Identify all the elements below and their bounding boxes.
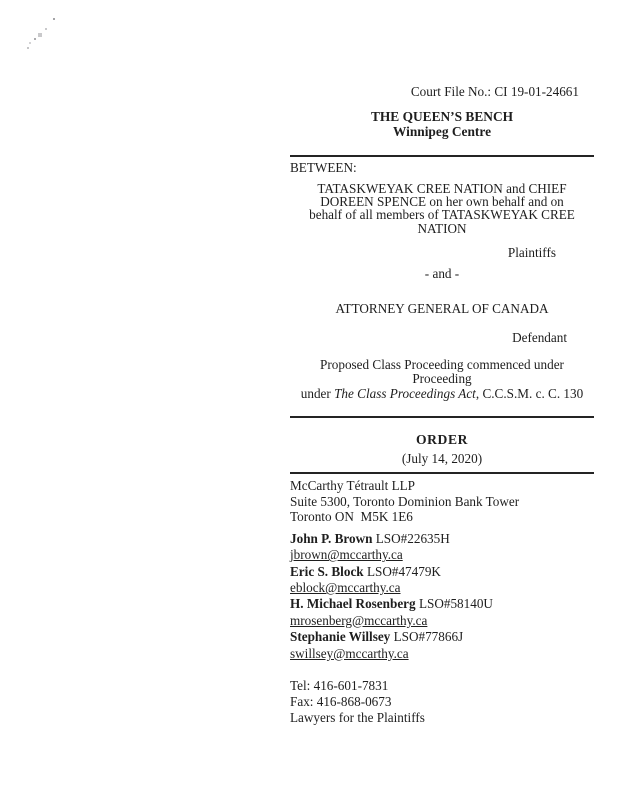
fax-line: Fax: 416-868-0673 (290, 694, 392, 710)
defendant-name: ATTORNEY GENERAL OF CANADA (335, 300, 549, 316)
plaintiff-line: TATASKWEYAK CREE NATION and CHIEF (317, 181, 567, 196)
lawyer-name: John P. Brown (290, 530, 373, 546)
lawyer-email: mrosenberg@mccarthy.ca (290, 612, 428, 628)
plaintiffs-role-label: Plaintiffs (507, 244, 556, 260)
lawyer-name: Stephanie Willsey (290, 629, 391, 645)
lawyer-lso-number: LSO#22635H (372, 530, 450, 546)
lawyer-lso-number: LSO#77866J (390, 629, 464, 645)
law-firm-address-line1: Suite 5300, Toronto Dominion Bank Tower (290, 493, 520, 509)
lawyer-email: jbrown@mccarthy.ca (290, 547, 403, 563)
lawyer-lso-number: LSO#58140U (415, 596, 493, 612)
law-firm-name: McCarthy Tétrault LLP (290, 478, 416, 494)
lawyer-name-line (290, 531, 594, 547)
plaintiff-line: DOREEN SPENCE on her own behalf and on (320, 194, 564, 210)
plaintiff-name-block (290, 182, 594, 235)
between-label: BETWEEN: (290, 159, 357, 175)
lawyer-email: swillsey@mccarthy.ca (290, 645, 409, 661)
contact-block (290, 678, 594, 727)
lawyer-name: Eric S. Block (290, 563, 364, 579)
proceeding-note-line1: Proposed Class Proceeding commenced under Proceeding (320, 356, 564, 387)
court-centre: Winnipeg Centre (392, 124, 492, 139)
lawyers-block (290, 531, 594, 662)
document-content-column (290, 84, 594, 727)
scan-artifact (27, 16, 29, 18)
proceeding-note-suffix: , C.C.S.M. c. C. 130 (475, 385, 584, 401)
lawyer-name-line (290, 629, 594, 645)
lawyer-name-line (290, 596, 594, 612)
divider-line-order-top (290, 416, 594, 418)
lawyer-name: H. Michael Rosenberg (290, 596, 416, 612)
court-file-number: Court File No.: CI 19-01-24661 (410, 84, 579, 99)
court-header-block (290, 109, 594, 140)
divider-line-top (290, 155, 594, 157)
order-date: (July 14, 2020) (401, 450, 483, 466)
law-firm-address-line2: Toronto ON M5K 1E6 (290, 509, 413, 525)
statute-title: The Class Proceedings Act (334, 385, 476, 401)
telephone-line: Tel: 416-601-7831 (290, 678, 389, 694)
proceeding-note-block (290, 358, 594, 402)
divider-line-order-bottom (290, 472, 594, 474)
lawyer-lso-number: LSO#47479K (363, 563, 441, 579)
and-separator: - and - (424, 266, 460, 282)
court-name: THE QUEEN’S BENCH (370, 108, 514, 124)
plaintiff-line: behalf of all members of TATASKWEYAK CREE NATION (309, 207, 575, 236)
proceeding-note-prefix: under (300, 385, 335, 401)
order-title: ORDER (415, 432, 469, 448)
law-firm-block (290, 478, 594, 525)
defendant-role-label: Defendant (512, 330, 567, 346)
lawyer-email: eblock@mccarthy.ca (290, 580, 401, 596)
proceeding-note-line2 (290, 387, 594, 402)
lawyers-for-plaintiffs-note: Lawyers for the Plaintiffs (290, 710, 425, 726)
lawyer-name-line (290, 564, 594, 580)
